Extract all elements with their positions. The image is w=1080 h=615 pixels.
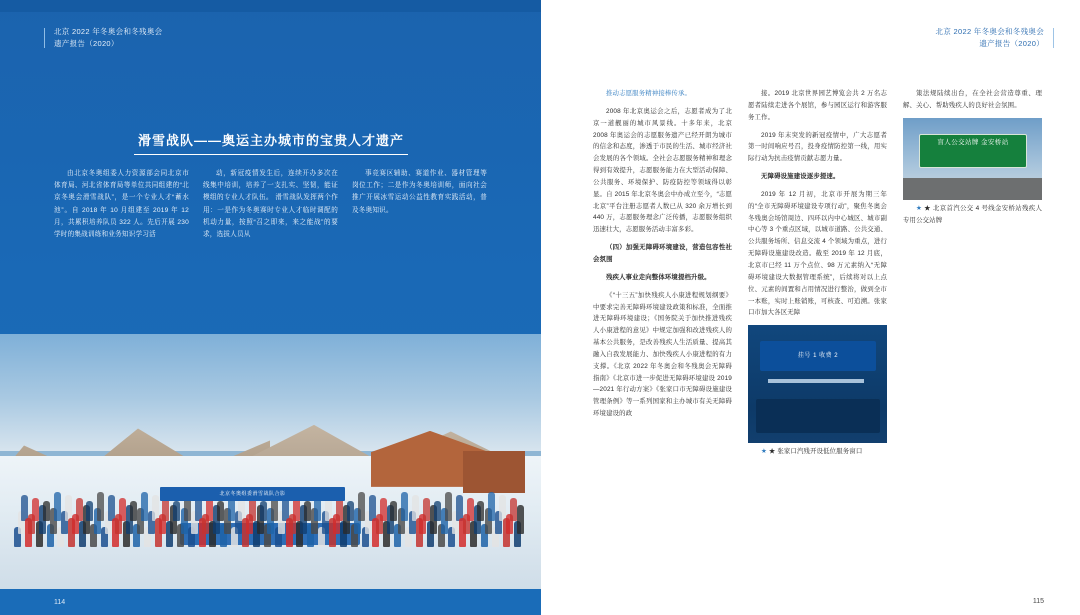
- left-column-1: [54, 168, 189, 247]
- photo-person: [206, 498, 213, 521]
- right-column-3: [903, 88, 1042, 464]
- paragraph: 《“十三五”加快残疾人小康进程规划纲要》中要求完善无障碍环境建设政策和标准，全面推进无障碍环境建设；《国务院关于加快推进残疾人小康进程的意见》中规定加强和改进残疾人的基本公共服务，是改善残疾人生活质量、提高其融入自我发展能力、加快残疾人小康进程的有力支撑。《北京 2022 年冬奥会和冬残奥会无障碍指南》《北京市进一步促进无障碍环境建设 2019—2021 年行动方案》《张家口市无障碍设施建设管理条例》等一系列国家和主办城市有关无障碍环境建设的政: [593, 291, 732, 418]
- photo-person: [54, 492, 61, 521]
- header-line-2: 遗产报告（2020）: [979, 38, 1044, 48]
- right-column-2: [748, 88, 887, 464]
- photo-sign-text: 挂号 1 收费 2: [760, 341, 876, 371]
- photo-person: [65, 495, 72, 521]
- left-column-2: [203, 168, 338, 247]
- photo-person: [97, 492, 104, 521]
- page-number-right: 115: [1032, 598, 1044, 605]
- photo-person: [217, 501, 224, 521]
- caption-bullet-icon: ★: [761, 448, 767, 456]
- sub-heading: 残疾人事业走向整体环境提档升级。: [606, 273, 711, 281]
- photo-person: [130, 501, 137, 521]
- caption-text: ★ 北京首汽公交 4 号线金安桥站残疾人专用公交站牌: [903, 204, 1042, 224]
- photo-person: [488, 492, 495, 521]
- photo-person: [293, 498, 300, 521]
- sub-heading: 无障碍设施建设逐步提速。: [761, 173, 840, 181]
- photo-person: [390, 501, 397, 521]
- header-line-1: 北京 2022 年冬奥会和冬残奥会: [54, 27, 163, 36]
- photo-service-window: [748, 325, 887, 443]
- page-number-left: 114: [54, 599, 66, 606]
- photo-counter: [756, 399, 880, 433]
- paragraph: 接。2019 北京世界园艺博览会共 2 万名志愿者陆续走进各个展馆，参与园区运行和游客服务工作。: [748, 90, 887, 121]
- paragraph: 事竞赛区辅助、赛道作业、器材管理等岗位工作；二是作为冬奥培训师，面向社会推广开展冰雪运动公益性教育实践活动，普及冬奥知识。: [352, 170, 487, 214]
- photo-person: [423, 498, 430, 521]
- photo-person: [369, 495, 376, 521]
- photo-person: [401, 492, 408, 521]
- paragraph: 由北京冬奥组委人力资源部会同北京市体育局、河北省体育局等单位共同组建的“北京冬奥会滑雪战队”，是一个专业人才“蓄水池”。自 2018 年 10 月组建至 2019 年 12 月，共累积培养队员 322 人。先后开展 230 学时的集战训练和业务知识学习活: [54, 170, 189, 238]
- photo-person: [358, 492, 365, 521]
- photo-person: [499, 495, 506, 521]
- photo-caption: [748, 446, 887, 458]
- right-page-columns: [593, 88, 1043, 464]
- header-line-2: 遗产报告（2020）: [54, 38, 119, 48]
- photo-person: [108, 495, 115, 521]
- photo-person: [517, 505, 524, 534]
- photo-light-strip: [768, 379, 864, 383]
- photo-person: [162, 498, 169, 521]
- left-page-topbar: [0, 0, 541, 12]
- photo-sky: [0, 334, 541, 451]
- page-title: 滑雪战队——奥运主办城市的宝贵人才遗产: [134, 130, 408, 155]
- photo-crowd: [10, 467, 530, 547]
- photo-person: [173, 501, 180, 521]
- photo-person: [86, 501, 93, 521]
- photo-person: [445, 492, 452, 521]
- photo-person: [119, 498, 126, 521]
- right-page-header: [936, 26, 1044, 49]
- photo-person: [467, 498, 474, 521]
- photo-sign-text: 盲人公交站牌 金安桥站: [919, 134, 1027, 168]
- left-page-header: [54, 26, 162, 49]
- header-rule: [1053, 28, 1054, 48]
- photo-person: [141, 492, 148, 521]
- photo-road: [903, 178, 1042, 200]
- photo-person: [152, 495, 159, 521]
- photo-person: [21, 495, 28, 521]
- photo-caption: [903, 203, 1042, 227]
- caption-bullet-icon: ★: [916, 204, 923, 212]
- photo-person: [249, 498, 256, 521]
- left-page-title-wrap: [54, 130, 488, 155]
- lead-sentence: 推动志愿服务精神接棒传承。: [606, 90, 692, 97]
- photo-person: [260, 501, 267, 521]
- header-rule: [44, 28, 45, 48]
- photo-person: [347, 501, 354, 521]
- paragraph: 2008 年北京奥运会之后，志愿者成为了北京一道靓丽的城市风景线。十多年来，北京 2008 年奥运会的志愿服务遗产已经开朗为城市的信念和态度，渗透于市民的生活、城市经济社会发展的各个领域。全社会志愿服务精神和理念得到有效提升，志愿服务能力在大型活动保障、公共服务、环境保护、防疫防控等领域得以彰显。自 2015 年北京冬奥会中办成立至今，“志愿北京”平台注册志愿者人数已从 320 余万增长到 440 万，志愿服务理念广泛传播，志愿服务组织迅速壮大，志愿服务活动丰富多彩。: [593, 107, 732, 234]
- header-line-1: 北京 2022 年冬奥会和冬残奥会: [935, 27, 1044, 36]
- section-heading: （四）加强无障碍环境建设，营造包容性社会氛围: [593, 244, 732, 263]
- right-page: [541, 0, 1080, 615]
- photo-person: [336, 498, 343, 521]
- photo-person: [32, 498, 39, 521]
- right-column-1: [593, 88, 732, 464]
- left-page-columns: [54, 168, 488, 247]
- paragraph: 2019 年 12 月初，北京市开展为期三年的“全市无障碍环境建设专项行动”，聚焦冬奥会冬残奥会场馆周边、四环以内中心城区、城市副中心等 3 个重点区域，以城市道路、公共交通、公共服务场所、信息交流 4 个领域为重点，进行无障碍设施建设改造。截至 2019 年 12 月底，北京市已经 11 万个点位、98 万元素纳入“无障碍环境建设大数据管理系统”，后续将对以上点位、元素的间置和占用情况进行整治，做到全市一本账，实时上账销账，可核查、可追溯。张家口市加大各区无障: [748, 190, 887, 317]
- photo-person: [76, 498, 83, 521]
- photo-person: [510, 498, 517, 521]
- photo-person: [477, 501, 484, 521]
- photo-bus-stop-sign: [903, 118, 1042, 200]
- photo-person: [434, 501, 441, 521]
- photo-person: [304, 501, 311, 521]
- group-photo-ski-team: [0, 334, 541, 589]
- caption-text: ★ 张家口汽残开设低位服务窗口: [768, 448, 863, 456]
- paragraph: 策法规陆续出台，在全社会营造尊重、理解、关心、帮助残疾人的良好社会氛围。: [903, 90, 1042, 109]
- photo-person: [456, 495, 463, 521]
- paragraph: 动，新冠疫情发生后，连续开办多次在线集中培训，培养了一支扎实、坚韧，能证模组的专业人才队伍。 滑雪战队发挥两个作用：一是作为冬奥赛时专业人才临时调配的机动力量，按照“召之即来，来之能战”的要求，选拔人员从: [203, 170, 338, 238]
- photo-person: [43, 501, 50, 521]
- photo-person: [380, 498, 387, 521]
- photo-person: [412, 495, 419, 521]
- photo-banner-text: 北京冬奥组委滑雪战队合影: [160, 487, 345, 501]
- paragraph: 2019 年末突发的新冠疫情中，广大志愿者第一时间响应号召，投身疫情防控第一线，用实际行动为抗击疫情贡献志愿力量。: [748, 131, 887, 163]
- left-column-3: [352, 168, 487, 247]
